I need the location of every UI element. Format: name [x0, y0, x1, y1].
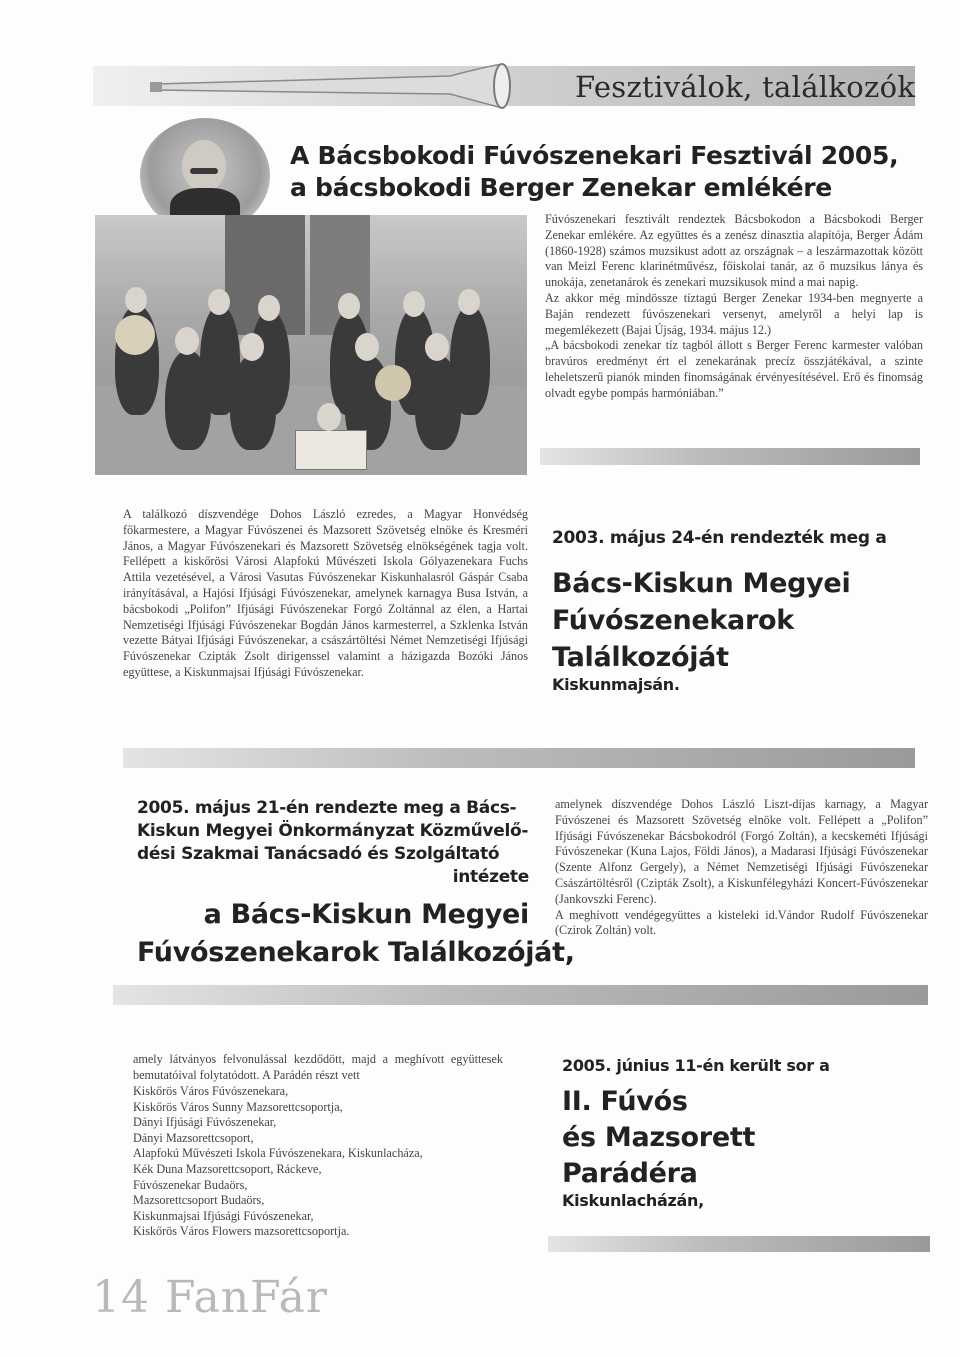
list-item: Dányi Ifjúsági Fúvószenekar, [133, 1115, 277, 1130]
list-item: Mazsorettcsoport Budaörs, [133, 1193, 265, 1208]
article4-intro: amely látványos felvonulással kezdődött, majd a meghívott együttesek bemutatóival folytatódott. A Parádén részt vett [133, 1052, 503, 1082]
article3-body [555, 797, 928, 939]
trumpet-icon [150, 62, 520, 112]
article4-date: 2005. június 11-én került sor a [562, 1056, 830, 1075]
article1-title-line1: A Bácsbokodi Fúvószenekari Fesztivál 2005, [290, 141, 899, 170]
list-item: Kiskőrös Város Flowers mazsorettcsoportja. [133, 1224, 350, 1239]
article3-title-line: a Bács-Kiskun Megyei [203, 899, 529, 930]
article3-paragraph: A meghívott vendégegyüttes a kisteleki id.Vándor Rudolf Fúvószenekar (Czirok Zoltán) volt. [555, 907, 928, 938]
page-footer: 14 FanFár [92, 1272, 328, 1323]
article4-list [133, 1084, 513, 1240]
article4-place: Kiskunlacházán, [562, 1191, 704, 1210]
article2-paragraph: A találkozó díszvendége Dohos László ezredes, a Magyar Honvédség főkarmestere, a Magyar Fúvószenei és Mazsorett Szövetség elnöke és Kresméri János, a Magyar Fúvószenekari és Mazsorett Szövetség elnökségének tagja volt. Fellépett a kiskőrösi Városi Alapfokú Művészeti Iskola Gólyazenekara Fuchs Attila vezetésével, a Városi Vasutas Fúvószenekar Kiskunhalasról Gáspár Csaba irányításával, a Hajósi Ifjúsági Fúvószenekar, amelynek karnagya Busa István, a bácsbokodi „Polifon” Ifjúsági Fúvószenekar Forgó Zoltánnal az élen, a Hartai Nemzetiségi Ifjúsági Fúvószenekar Bogdán János karmesterrel, a Szklenka István vezette Bátyai Ifjúsági Fúvószenekar, a császártöltési Német Nemzetiségi Ifjúsági Fúvószenekar Czipták Zsolt dirigenssel valamint a házigazda Bozóki János együttese, a Kiskunmajsai Ifjúsági Fúvószenekar. [123, 507, 528, 679]
article2-place: Kiskunmajsán. [552, 675, 680, 694]
article3-heading-line: Kiskun Megyei Önkormányzat Közművelő- [137, 821, 529, 841]
separator-band [540, 448, 920, 465]
list-item: Kiskunmajsai Ifjúsági Fúvószenekar, [133, 1208, 314, 1223]
article1-quote: „A bácsbokodi zenekar tíz tagból állott s Berger Ferenc karmester valóban bravúros eredményt ért el zenekarának precíz összjátékával, a szinte leheletszerű pianók minden finomságának érvényesítésével. Erő és finomság olvadt egybe pompás harmóniában.” [545, 338, 923, 400]
list-item: Kék Duna Mazsorettcsoport, Ráckeve, [133, 1161, 322, 1176]
article2-title-line: Bács-Kiskun Megyei [552, 568, 851, 599]
separator-band [113, 985, 928, 1005]
article3-heading-line: intézete [452, 867, 529, 887]
article4-title [562, 1084, 755, 1192]
article3-heading [137, 797, 529, 889]
article2-date: 2003. május 24-én rendezték meg a [552, 528, 887, 548]
article3-title [137, 896, 575, 972]
article3-heading-line: dési Szakmai Tanácsadó és Szolgáltató [137, 844, 500, 864]
list-item: Fúvószenekar Budaörs, [133, 1177, 248, 1192]
article2-body [123, 507, 528, 681]
article3-title-line: Fúvószenekarok Találkozóját, [137, 937, 575, 968]
article1-body [545, 212, 923, 402]
section-title: Fesztiválok, találkozók [575, 70, 916, 104]
list-item: Alapfokú Művészeti Iskola Fúvószenekara, Kiskunlacháza, [133, 1146, 423, 1161]
list-item: Kiskőrös Város Fúvószenekara, [133, 1084, 289, 1098]
article4-title-line: Parádéra [562, 1158, 698, 1189]
article1-paragraph: Az akkor még mindössze tíztagú Berger Zenekar 1934-ben megnyerte a Baján rendezett fúvószenekari versenyt, amelyről a helyi lap is megemlékezett (Bajai Újság, 1934. május 12.) [545, 290, 923, 337]
article2-title-line: Fúvószenekarok [552, 605, 794, 636]
article1-paragraph: Fúvószenekari fesztivált rendeztek Bácsbokodon a Bácsbokodi Berger Zenekar emlékére. Az együttes és a zenész dinasztia alapítója, Berger Ádám (1860-1928) számos muzsikust adott az országnak – a leszármazottak között van Meizl Ferenc klarinétművész, főiskolai tanár, az ő muzsikus lánya és unokája, zenetanárok és zenekari muzsikusok mind a mai napig. [545, 212, 923, 290]
article3-heading-line: 2005. május 21-én rendezte meg a Bács- [137, 798, 517, 818]
list-item: Kiskőrös Város Sunny Mazsorettcsoportja, [133, 1099, 343, 1114]
article1-title-line2: a bácsbokodi Berger Zenekar emlékére [290, 173, 832, 202]
separator-band [123, 748, 915, 768]
article2-title-line: Találkozóját [552, 642, 729, 673]
list-item: Dányi Mazsorettcsoport, [133, 1130, 254, 1145]
article3-paragraph: amelynek díszvendége Dohos László Liszt-díjas karnagy, a Magyar Fúvószenei és Mazsorett Szövetség elnöke volt. Fellépett a „Polifon” Ifjúsági Fúvószenekar Bácsbokodról (Forgó Zoltán), a kecskeméti Ifjúsági Fúvószenekar (Kuna Lajos, Földi János), a Madarasi Ifjúsági Fúvószenekar (Szente Alfonz Gergely), a Német Nemzetiségi Ifjúsági Fúvószenekar Császártöltésről (Czipták Zsolt), a Kiskunfélegyházi Koncert-Fúvószenekar (Jankovszki Ferenc). [555, 797, 928, 906]
band-group-photo [95, 215, 527, 475]
separator-band [548, 1236, 930, 1252]
article2-title [552, 565, 850, 676]
article4-title-line: és Mazsorett [562, 1122, 756, 1153]
article4-title-line: II. Fúvós [562, 1086, 688, 1117]
article1-title [290, 140, 898, 204]
